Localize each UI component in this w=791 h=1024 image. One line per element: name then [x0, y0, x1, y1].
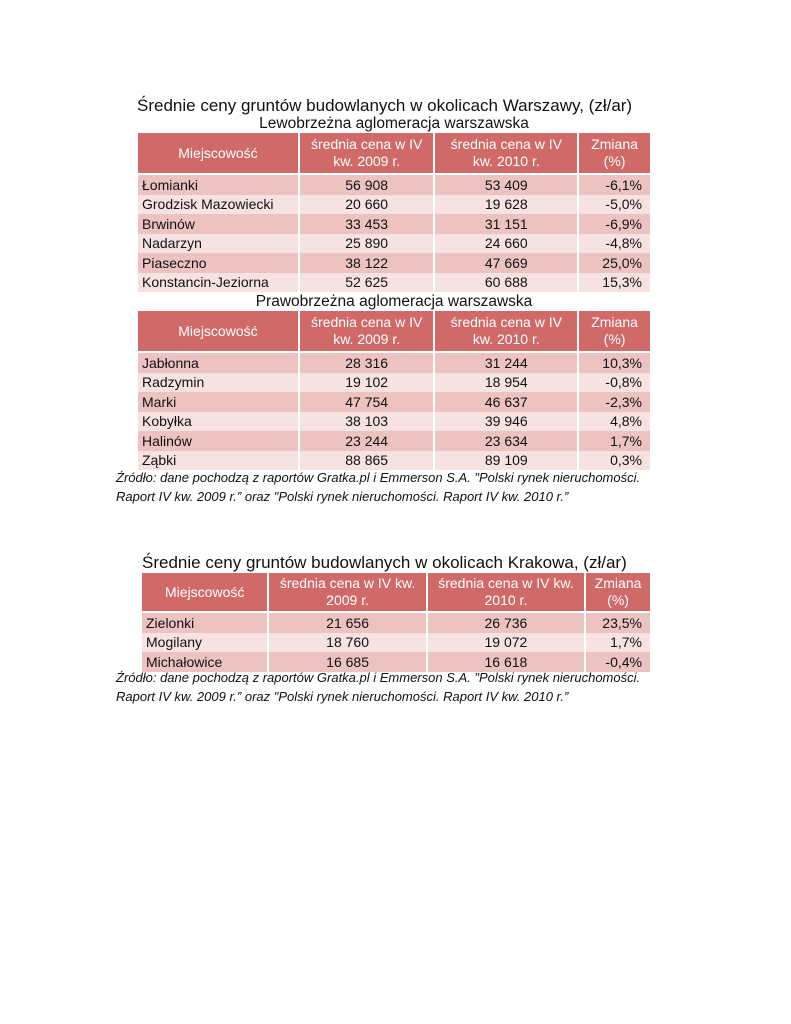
- location-cell: Brwinów: [138, 214, 298, 234]
- change-cell: -5,0%: [579, 195, 650, 215]
- column-header-price-2009: średnia cena w IV kw. 2009 r.: [269, 573, 425, 613]
- column-header-change: Zmiana (%): [579, 133, 650, 175]
- location-cell: Halinów: [138, 431, 298, 451]
- table-row: [138, 273, 650, 293]
- column-header-price-2009: średnia cena w IV kw. 2009 r.: [300, 311, 434, 353]
- table-row: [138, 234, 650, 254]
- change-cell: 4,8%: [579, 412, 650, 432]
- location-cell: Piaseczno: [138, 253, 298, 273]
- price-2009-cell: 56 908: [300, 175, 434, 195]
- price-2009-cell: 88 865: [300, 451, 434, 471]
- column-header-location: Miejscowość: [142, 573, 267, 613]
- column-header-price-2009: średnia cena w IV kw. 2009 r.: [300, 133, 434, 175]
- price-2010-cell: 39 946: [435, 412, 577, 432]
- price-2010-cell: 19 072: [428, 633, 584, 653]
- price-2010-cell: 23 634: [435, 431, 577, 451]
- warsaw-title: Średnie ceny gruntów budowlanych w okolicach Warszawy, (zł/ar): [137, 96, 633, 115]
- change-cell: 10,3%: [579, 353, 650, 373]
- column-header-location: Miejscowość: [138, 311, 298, 353]
- table-row: [138, 373, 650, 393]
- table-row: [138, 175, 650, 195]
- table-row: [138, 214, 650, 234]
- price-2009-cell: 21 656: [269, 613, 425, 633]
- table-row: [138, 412, 650, 432]
- change-cell: -6,1%: [579, 175, 650, 195]
- change-cell: 1,7%: [586, 633, 650, 653]
- table-header-row: [138, 311, 650, 353]
- location-cell: Marki: [138, 392, 298, 412]
- change-cell: 23,5%: [586, 613, 650, 633]
- location-cell: Nadarzyn: [138, 234, 298, 254]
- location-cell: Grodzisk Mazowiecki: [138, 195, 298, 215]
- price-2010-cell: 46 637: [435, 392, 577, 412]
- price-2009-cell: 25 890: [300, 234, 434, 254]
- price-2009-cell: 38 122: [300, 253, 434, 273]
- column-header-location: Miejscowość: [138, 133, 298, 175]
- change-cell: -6,9%: [579, 214, 650, 234]
- price-2010-cell: 18 954: [435, 373, 577, 393]
- table-row: [138, 431, 650, 451]
- price-2010-cell: 26 736: [428, 613, 584, 633]
- price-2009-cell: 19 102: [300, 373, 434, 393]
- price-2010-cell: 24 660: [435, 234, 577, 254]
- krakow-table: [140, 573, 652, 672]
- location-cell: Ząbki: [138, 451, 298, 471]
- change-cell: -0,4%: [586, 652, 650, 672]
- table-header-row: [138, 133, 650, 175]
- location-cell: Łomianki: [138, 175, 298, 195]
- location-cell: Mogilany: [142, 633, 267, 653]
- krakow-title: Średnie ceny gruntów budowlanych w okolicach Krakowa, (zł/ar): [142, 553, 627, 572]
- price-2009-cell: 47 754: [300, 392, 434, 412]
- price-2009-cell: 38 103: [300, 412, 434, 432]
- price-2009-cell: 33 453: [300, 214, 434, 234]
- location-cell: Jabłonna: [138, 353, 298, 373]
- left-bank-table: [136, 133, 652, 292]
- right-bank-rows: [138, 353, 650, 470]
- table-row: [138, 195, 650, 215]
- warsaw-source-note: Źródło: dane pochodzą z raportów Gratka.pl i Emmerson S.A. "Polski rynek nieruchomości. Raport IV kw. 2009 r.” oraz "Polski rynek nieruchomości. Raport IV kw. 2010 r.”: [116, 470, 641, 504]
- price-2009-cell: 23 244: [300, 431, 434, 451]
- price-2010-cell: 31 151: [435, 214, 577, 234]
- left-bank-subtitle: Lewobrzeżna aglomeracja warszawska: [259, 115, 529, 132]
- column-header-change: Zmiana (%): [579, 311, 650, 353]
- change-cell: -2,3%: [579, 392, 650, 412]
- price-2009-cell: 18 760: [269, 633, 425, 653]
- change-cell: 15,3%: [579, 273, 650, 293]
- location-cell: Zielonki: [142, 613, 267, 633]
- price-2009-cell: 16 685: [269, 652, 425, 672]
- table-row: [138, 253, 650, 273]
- location-cell: Michałowice: [142, 652, 267, 672]
- price-2009-cell: 28 316: [300, 353, 434, 373]
- change-cell: -4,8%: [579, 234, 650, 254]
- table-row: [138, 353, 650, 373]
- location-cell: Konstancin-Jeziorna: [138, 273, 298, 293]
- change-cell: 0,3%: [579, 451, 650, 471]
- krakow-rows: [142, 613, 650, 672]
- location-cell: Kobyłka: [138, 412, 298, 432]
- right-bank-subtitle: Prawobrzeżna aglomeracja warszawska: [255, 293, 533, 310]
- price-2009-cell: 52 625: [300, 273, 434, 293]
- table-row: [142, 633, 650, 653]
- change-cell: -0,8%: [579, 373, 650, 393]
- column-header-price-2010: średnia cena w IV kw. 2010 r.: [435, 133, 577, 175]
- price-2009-cell: 20 660: [300, 195, 434, 215]
- location-cell: Radzymin: [138, 373, 298, 393]
- left-bank-rows: [138, 175, 650, 292]
- price-2010-cell: 47 669: [435, 253, 577, 273]
- krakow-source-note: Źródło: dane pochodzą z raportów Gratka.pl i Emmerson S.A. "Polski rynek nieruchomości. Raport IV kw. 2009 r.” oraz "Polski rynek nieruchomości. Raport IV kw. 2010 r.”: [116, 670, 641, 704]
- column-header-price-2010: średnia cena w IV kw. 2010 r.: [428, 573, 584, 613]
- price-2010-cell: 89 109: [435, 451, 577, 471]
- change-cell: 25,0%: [579, 253, 650, 273]
- price-2010-cell: 19 628: [435, 195, 577, 215]
- change-cell: 1,7%: [579, 431, 650, 451]
- right-bank-table: [136, 311, 652, 470]
- column-header-change: Zmiana (%): [586, 573, 650, 613]
- column-header-price-2010: średnia cena w IV kw. 2010 r.: [435, 311, 577, 353]
- price-2010-cell: 31 244: [435, 353, 577, 373]
- table-row: [138, 392, 650, 412]
- table-header-row: [142, 573, 650, 613]
- price-2010-cell: 53 409: [435, 175, 577, 195]
- price-2010-cell: 16 618: [428, 652, 584, 672]
- price-2010-cell: 60 688: [435, 273, 577, 293]
- table-row: [142, 613, 650, 633]
